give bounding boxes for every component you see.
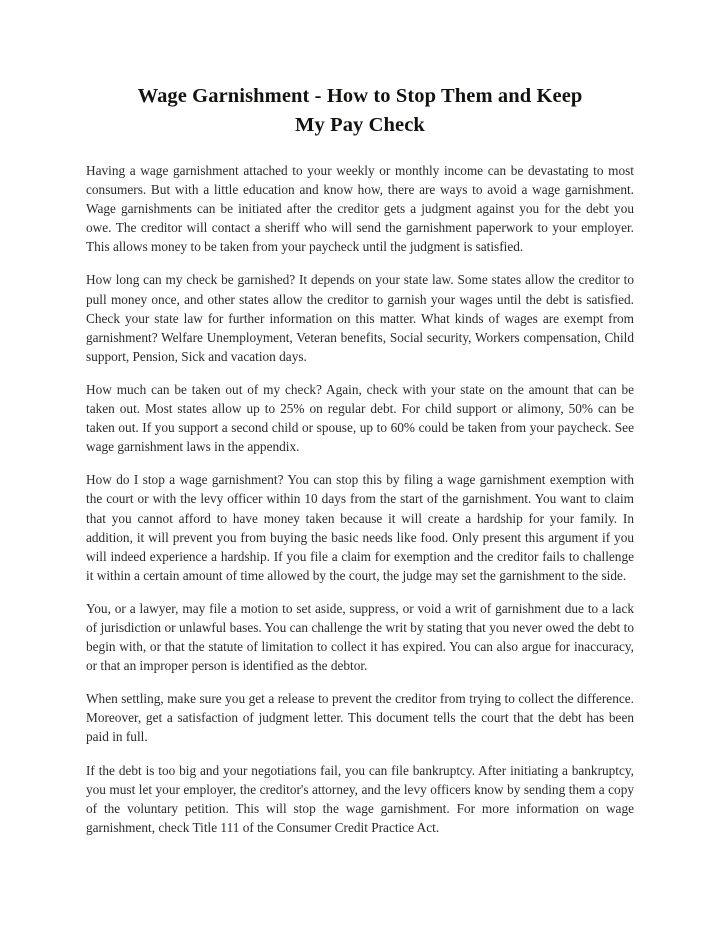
document-body [86, 161, 634, 837]
paragraph-6: When settling, make sure you get a release to prevent the creditor from trying to collect the difference. Moreover, get a satisfaction of judgment letter. This document tells the court that the debt has been paid in full. [86, 691, 634, 745]
page-title-line-1: Wage Garnishment - How to Stop Them and Keep [137, 85, 583, 107]
paragraph-7: If the debt is too big and your negotiations fail, you can file bankruptcy. After initiating a bankruptcy, you must let your employer, the creditor's attorney, and the levy officers know by sending them a copy of the voluntary petition. This will stop the wage garnishment. For more information on wage garnishment, check Title 111 of the Consumer Credit Practice Act. [86, 762, 634, 835]
paragraph-3: How much can be taken out of my check? Again, check with your state on the amount that can be taken out. Most states allow up to 25% on regular debt. For child support or alimony, 50% can be taken out. If you support a second child or spouse, up to 60% could be taken from your paycheck. See wage garnishment laws in the appendix. [86, 381, 634, 455]
document-content [86, 82, 634, 837]
paragraph-5: You, or a lawyer, may file a motion to set aside, suppress, or void a writ of garnishment due to a lack of jurisdiction or unlawful bases. You can challenge the writ by stating that you never owed the debt to begin with, or that the statute of limitation to collect it has expired. You can also argue for inaccuracy, or that an improper person is identified as the debtor. [86, 600, 634, 674]
page-title [86, 82, 634, 140]
paragraph-1: Having a wage garnishment attached to your weekly or monthly income can be devastating to most consumers. But with a little education and know how, there are ways to avoid a wage garnishment. Wage garnishments can be initiated after the creditor gets a judgment against you for the debt you owe. The creditor will contact a sheriff who will send the garnishment paperwork to your employer. This allows money to be taken from your paycheck until the judgment is satisfied. [86, 163, 634, 255]
page-title-line-2: My Pay Check [295, 114, 425, 136]
paragraph-2: How long can my check be garnished? It depends on your state law. Some states allow the creditor to pull money once, and other states allow the creditor to garnish your wages until the debt is satisfied. Check your state law for further information on this matter. What kinds of wages are exempt from garnishment? Welfare Unemployment, Veteran benefits, Social security, Workers compensation, Child support, Pension, Sick and vacation days. [86, 272, 634, 364]
paragraph-4: How do I stop a wage garnishment? You can stop this by filing a wage garnishment exemption with the court or with the levy officer within 10 days from the start of the garnishment. You want to claim that you cannot afford to have money taken because it will create a hardship for your family. In addition, it will prevent you from buying the basic needs like food. Only present this argument if you will indeed experience a hardship. If you file a claim for exemption and the creditor fails to challenge it within a certain amount of time allowed by the court, the judge may set the garnishment to the side. [86, 472, 634, 583]
